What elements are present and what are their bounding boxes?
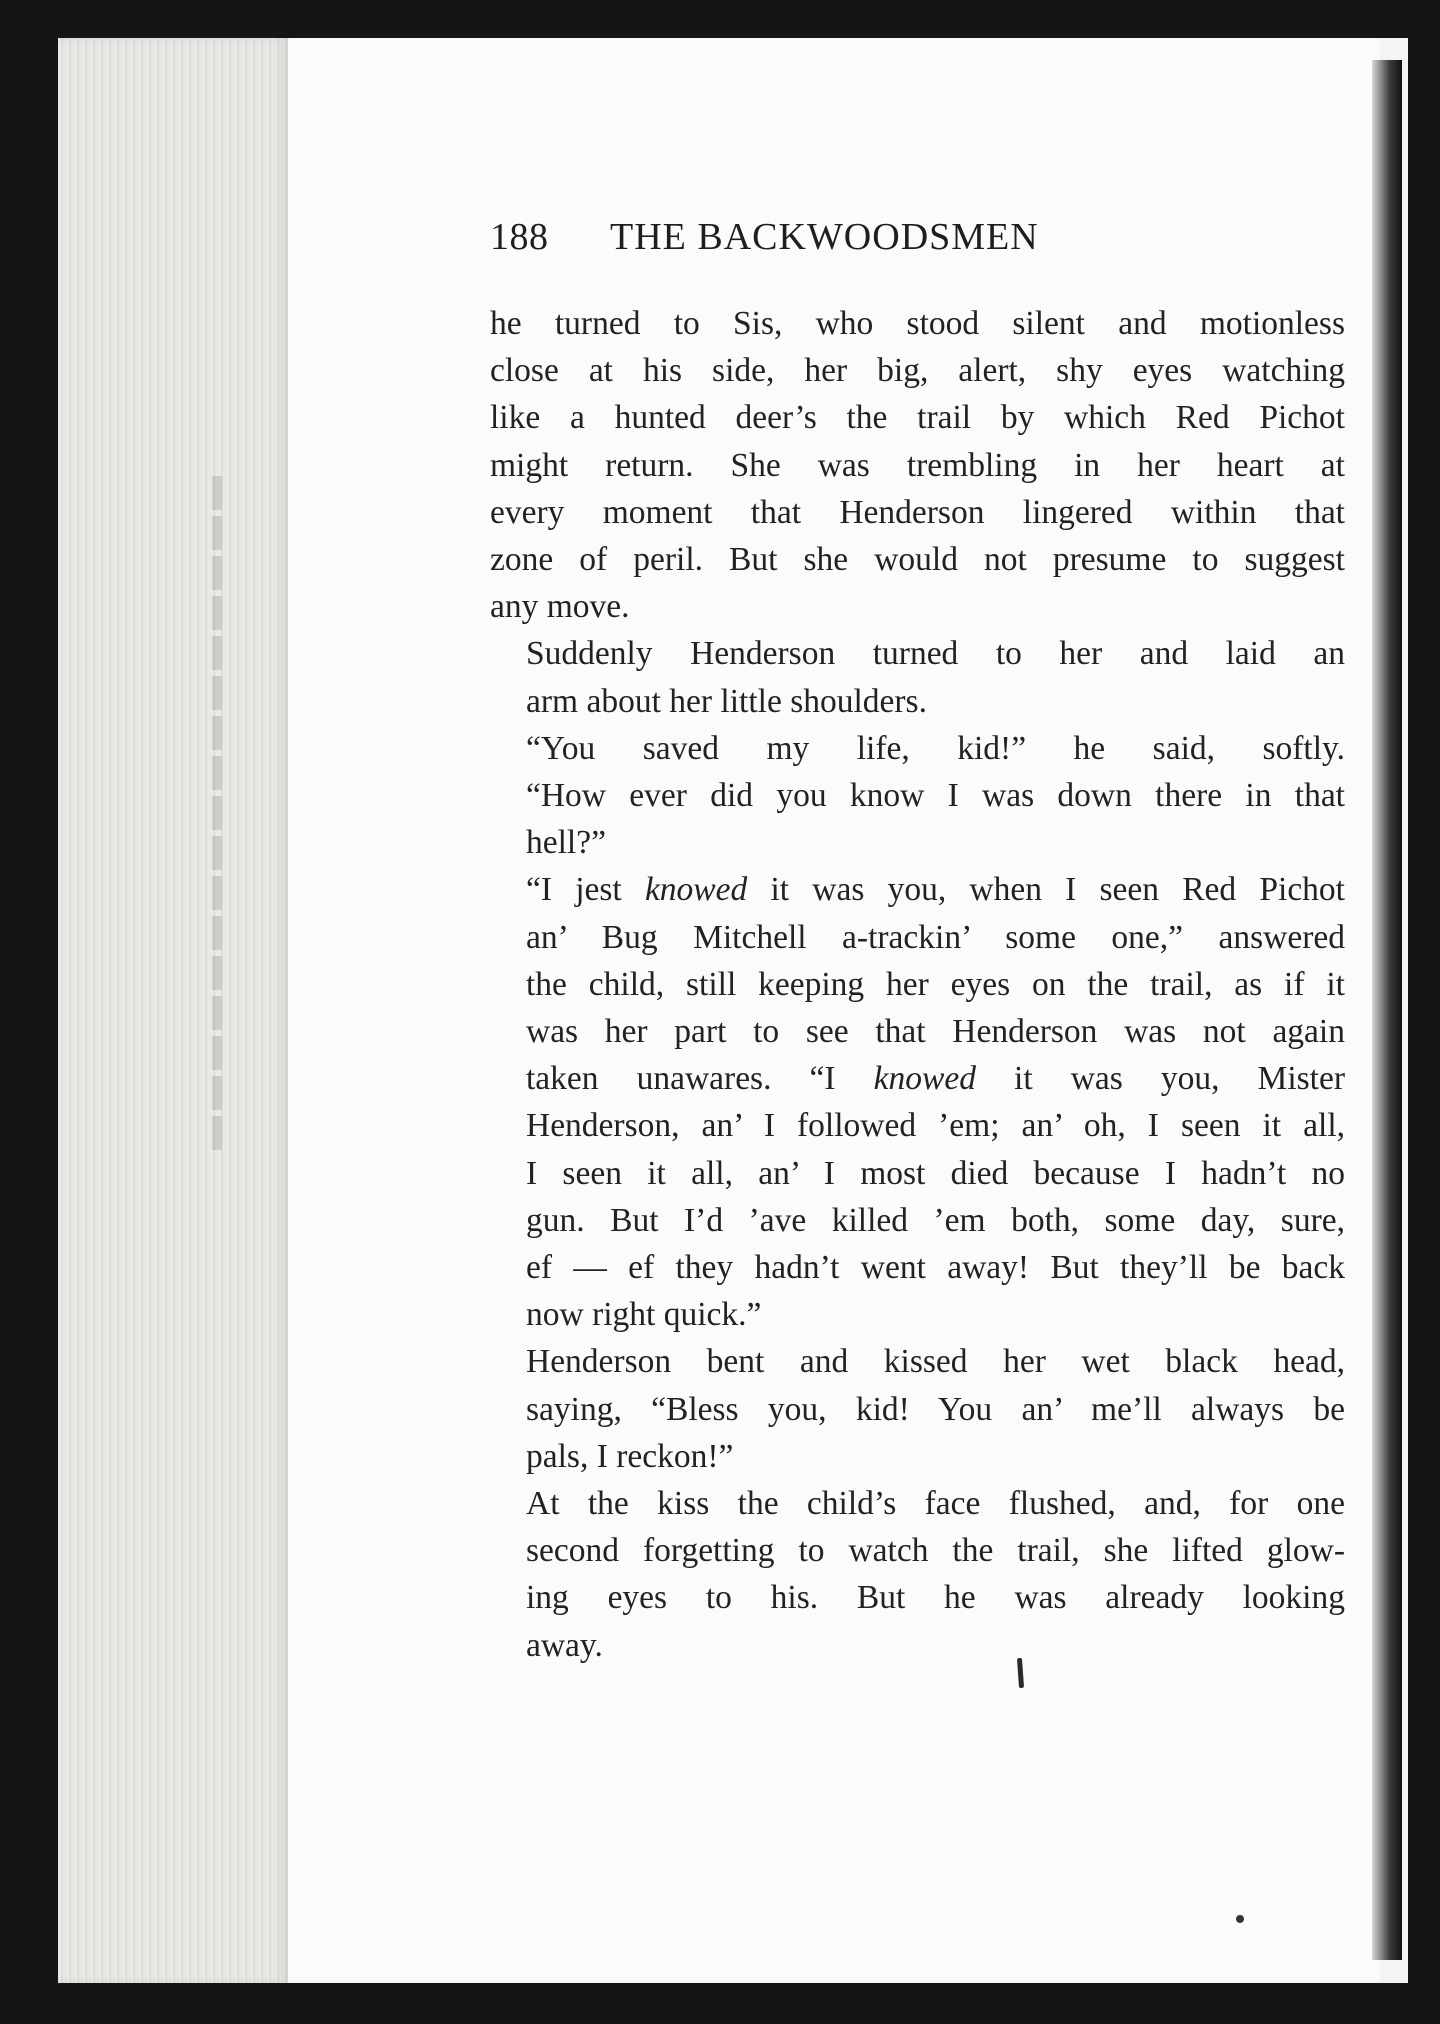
text-line: he turned to Sis, who stood silent and motionless <box>490 305 1345 342</box>
text-line: any move. <box>490 588 630 626</box>
book-title-header: THE BACKWOODSMEN <box>610 216 1039 258</box>
paragraph <box>490 1338 1345 1480</box>
text-line: arm about her little shoulders. <box>526 682 927 720</box>
ink-dot <box>1236 1915 1244 1923</box>
text-line: pals, I reckon!” <box>526 1437 734 1475</box>
text-line: saying, “Bless you, kid! You an’ me’ll always be <box>526 1390 1345 1428</box>
text-line: ing eyes to his. But he was already looking <box>526 1579 1345 1617</box>
body-text <box>490 300 1345 1669</box>
text-line: now right quick.” <box>526 1296 762 1334</box>
paragraph <box>490 866 1345 1338</box>
gutter-shadow <box>1372 60 1402 1960</box>
text-line: “How ever did you know I was down there in that <box>526 777 1345 815</box>
paragraph <box>490 1480 1345 1669</box>
text-line: second forgetting to watch the trail, she lifted glow- <box>526 1532 1345 1570</box>
text-line: might return. She was trembling in her heart at <box>490 446 1345 484</box>
page-number: 188 <box>490 216 549 258</box>
text-line: gun. But I’d ’ave killed ’em both, some day, sure, <box>526 1201 1345 1239</box>
text-line: the child, still keeping her eyes on the trail, as if it <box>526 965 1345 1003</box>
paragraph <box>490 725 1345 867</box>
page-edges <box>58 38 288 1983</box>
text-line: taken unawares. “I knowed it was you, Mister <box>526 1060 1346 1098</box>
text-line: Henderson bent and kissed her wet black head, <box>526 1343 1345 1381</box>
text-line: “You saved my life, kid!” he said, softly. <box>526 729 1345 767</box>
paragraph <box>490 630 1345 724</box>
text-line: Henderson, an’ I followed ’em; an’ oh, I seen it all, <box>526 1107 1345 1145</box>
text-line: every moment that Henderson lingered within that <box>490 493 1345 531</box>
text-line: close at his side, her big, alert, shy eyes watching <box>490 352 1345 390</box>
text-line: an’ Bug Mitchell a-trackin’ some one,” answered <box>526 918 1345 956</box>
text-line: zone of peril. But she would not presume to suggest <box>490 541 1345 579</box>
text-line: hell?” <box>526 824 606 862</box>
text-line: was her part to see that Henderson was not again <box>526 1013 1345 1051</box>
text-line: ef — ef they hadn’t went away! But they’ll be back <box>526 1249 1345 1287</box>
text-line: I seen it all, an’ I most died because I hadn’t no <box>526 1154 1345 1192</box>
running-head <box>490 215 1150 275</box>
text-line: away. <box>526 1626 603 1664</box>
text-line: “I jest knowed it was you, when I seen Red Pichot <box>526 871 1345 909</box>
text-line: like a hunted deer’s the trail by which Red Pichot <box>490 399 1345 437</box>
paragraph <box>490 300 1345 630</box>
text-line: Suddenly Henderson turned to her and laid an <box>526 635 1345 673</box>
show-through-text <box>200 470 240 1230</box>
text-line: At the kiss the child’s face flushed, and, for one <box>526 1485 1345 1523</box>
